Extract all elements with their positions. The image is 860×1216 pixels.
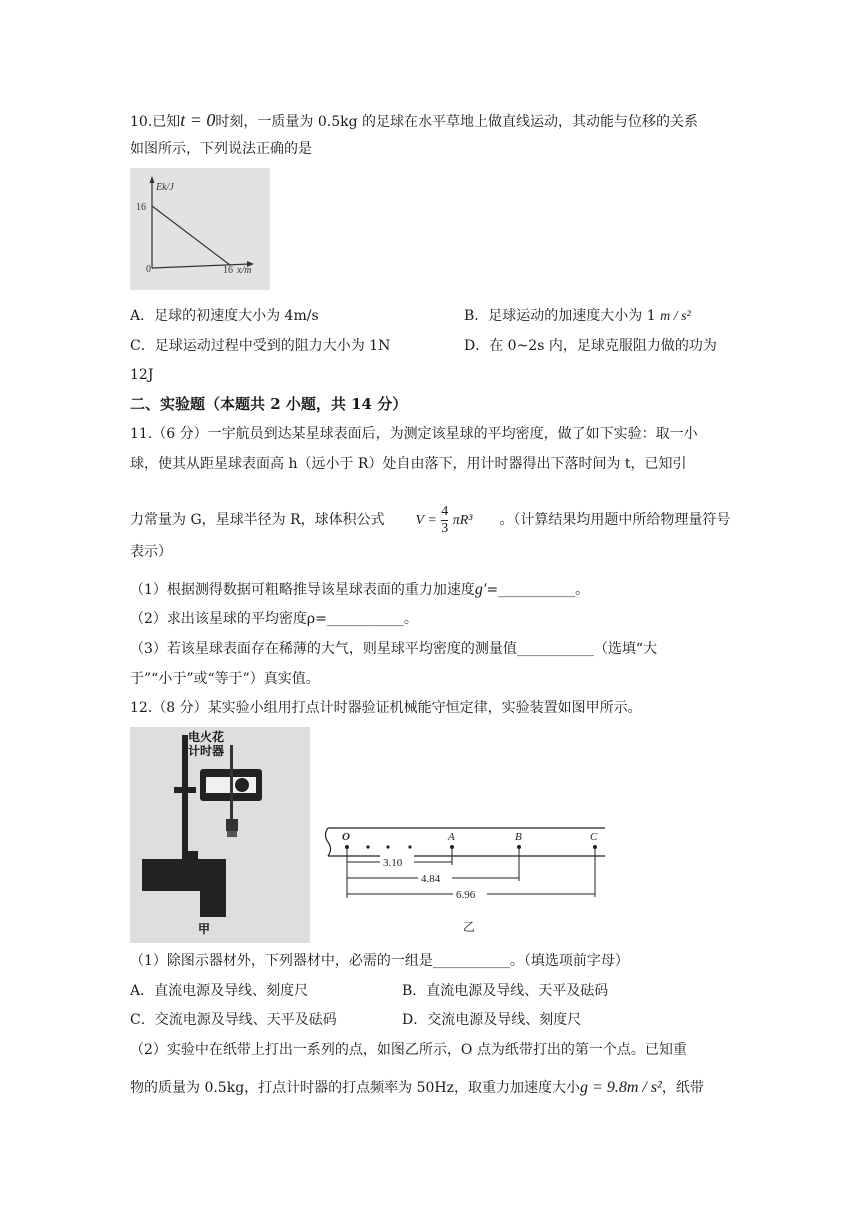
q12-stem-line1: 12.（8 分）某实验小组用打点计时器验证机械能守恒定律，实验装置如图甲所示。 [130,700,642,716]
q10-stem-text: 10.已知 [130,114,181,130]
q11-sub1-text: （1）根据测得数据可粗略推导该星球表面的重力加速度 [130,582,475,598]
device-label-2: 计时器 [188,744,225,758]
q12-option-b: B．直流电源及导线、天平及砝码 [402,983,609,999]
tape-svg [320,820,610,940]
q12-sub2-text-cont: ，纸带 [661,1080,704,1096]
q10-option-b-text: B．足球运动的加速度大小为 1 [464,308,656,324]
q12-option-d: D．交流电源及导线、刻度尺 [402,1012,582,1028]
sphere-volume-rhs: πR³ [452,513,473,528]
point-label-a: A [448,831,455,843]
q11-stem-line3 [130,500,730,541]
distance-oc: 6.96 [456,889,476,901]
g-prime-math: g′ [474,581,487,598]
q10-graph-svg [130,168,270,290]
tape-dot [366,845,369,848]
fraction-numerator: 4 [441,503,449,519]
q11-sub2: （2）求出该星球的平均密度ρ=___________。 [130,611,418,627]
q10-option-d-cont: 12J [130,367,154,383]
y-tick-16: 16 [136,202,146,213]
q11-stem-line4: 表示） [130,544,172,560]
tape-dot [408,845,411,848]
x-axis-label: x/m [237,265,252,276]
q11-stem-line3-text: 力常量为 G，星球半径为 R，球体积公式 [130,512,385,528]
q12-sub2-line2 [130,1078,704,1098]
gravity-math: g = 9.8m / s² [580,1079,662,1096]
base-block [200,877,226,917]
y-axis-arrow [150,176,155,183]
q12-sub1: （1）除图示器材外，下列器材中，必需的一组是___________。（填选项前字母） [130,953,629,969]
figure-yi-label: 乙 [463,920,476,934]
base-screw [186,851,198,865]
ek-line [152,206,230,265]
point-label-c: C [590,831,598,843]
q10-option-d: D．在 0~2s 内，足球克服阻力做的功为 [464,338,717,354]
y-axis-label: Ek/J [156,182,174,193]
q11-sub1 [130,580,589,600]
q11-stem-line3-text-cont: 。（计算结果均用题中所给物理量符号 [499,512,731,528]
q12-figure-jia [130,727,310,943]
q11-sub3-line2: 于”“小于”或“等于”）真实值。 [130,671,320,687]
x-axis [152,264,250,268]
x-tick-16: 16 [223,265,233,276]
sphere-volume-fraction [441,504,448,537]
clamp [174,787,196,793]
distance-ob: 4.84 [421,873,441,885]
q12-figure-yi [320,820,610,940]
point-label-b: B [515,831,522,843]
fraction-denominator: 3 [441,520,449,536]
q11-stem-line1: 11.（6 分）一宇航员到达某星球表面后，为测定该星球的平均密度，做了如下实验：取一小 [130,426,698,442]
apparatus-svg [130,727,310,943]
q11-sub3-line1: （3）若该星球表面存在稀薄的大气，则星球平均密度的测量值___________（选填“大 [130,641,658,657]
tape-outline [326,828,606,856]
q11-stem-line2: 球，使其从距星球表面高 h（远小于 R）处自由落下，用计时器得出下落时间为 t，已知引 [130,456,687,472]
distance-oa: 3.10 [383,857,403,869]
q10-stem-text-cont: 时刻，一质量为 0.5kg 的足球在水平草地上做直线运动，其动能与位移的关系 [215,114,699,130]
q11-sub1-blank: =___________。 [486,582,590,598]
q12-option-a: A．直流电源及导线、刻度尺 [130,983,309,999]
q12-sub2-text: 物的质量为 0.5kg，打点计时器的打点频率为 50Hz，取重力加速度大小 [130,1080,581,1096]
weight-top [226,819,238,831]
tape-dot [386,845,389,848]
section-2-title: 二、实验题（本题共 2 小题，共 14 分） [130,395,408,413]
device-label-1: 电火花 [188,730,225,744]
q12-sub2-line1: （2）实验中在纸带上打出一系列的点，如图乙所示，O 点为纸带打出的第一个点。已知重 [130,1042,687,1058]
q10-option-b-unit: m / s² [660,309,691,324]
q10-ek-x-graph [130,168,270,290]
weight-bottom [227,831,237,837]
q10-option-b [464,306,691,327]
point-label-o: O [342,831,350,843]
origin-label: 0 [146,264,151,275]
timer-knob [235,778,249,792]
q12-option-c: C．交流电源及导线、天平及砝码 [130,1012,337,1028]
q10-time-math: t = 0 [180,110,216,130]
q10-option-c: C．足球运动过程中受到的阻力大小为 1N [130,338,391,354]
q10-option-a: A．足球的初速度大小为 4m/s [130,308,319,324]
figure-jia-label: 甲 [198,922,211,936]
q10-stem-line2: 如图所示，下列说法正确的是 [130,141,312,157]
q10-stem-line1 [130,110,698,132]
sphere-volume-lhs: V = [415,513,437,528]
